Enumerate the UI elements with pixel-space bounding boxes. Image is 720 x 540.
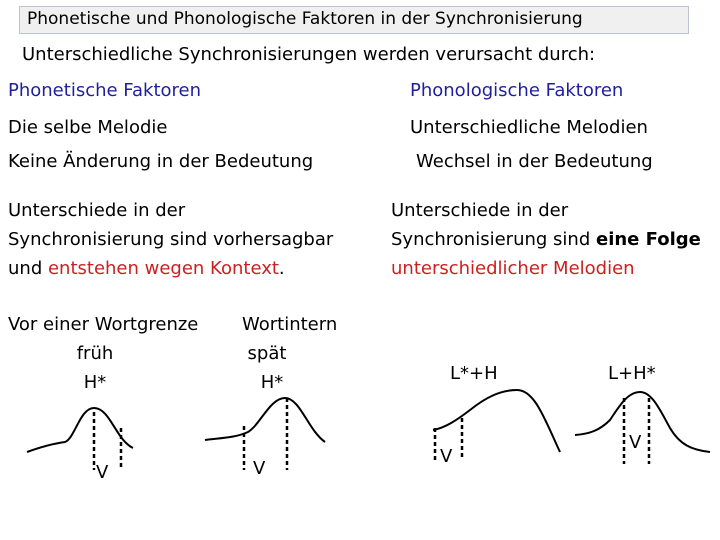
lh-accent: L*+H — [450, 363, 498, 384]
lh-contour-line — [433, 390, 560, 452]
early-contour — [20, 390, 140, 485]
left-note-line-3 — [8, 254, 333, 283]
right-note-line-1: Unterschiede in der — [391, 200, 569, 221]
early-timing: früh — [76, 343, 114, 364]
late-context: Wortintern — [242, 314, 338, 335]
left-note-emphasis: entstehen wegen Kontext — [47, 258, 279, 279]
late-vowel: V — [253, 458, 266, 479]
left-note-line-2: Synchronisierung sind vorhersagbar — [8, 229, 334, 250]
early-vowel: V — [96, 462, 109, 483]
left-note-line-3-start: und — [8, 258, 48, 279]
hl-accent: L+H* — [608, 363, 656, 384]
right-meaning: Wechsel in der Bedeutung — [416, 151, 653, 172]
right-note-line-2-start: Synchronisierung sind — [391, 229, 596, 250]
right-heading: Phonologische Faktoren — [410, 80, 624, 101]
right-note-line-3: unterschiedlicher Melodien — [391, 258, 635, 279]
hl-contour-line — [575, 392, 710, 452]
page-title: Phonetische und Phonologische Faktoren in der Synchronisierung — [27, 9, 583, 29]
left-meaning: Keine Änderung in der Bedeutung — [8, 151, 314, 172]
hl-vowel: V — [629, 432, 642, 453]
left-note-line-3-end: . — [278, 258, 285, 279]
right-note — [391, 196, 701, 283]
right-note-line-2 — [391, 225, 701, 254]
late-timing: spät — [247, 343, 287, 364]
early-accent: H* — [83, 372, 107, 393]
right-note-emphasis: eine Folge — [595, 229, 701, 250]
right-melody: Unterschiedliche Melodien — [410, 117, 648, 138]
early-contour-line — [27, 408, 133, 452]
lh-vowel: V — [440, 446, 453, 467]
left-heading: Phonetische Faktoren — [8, 80, 202, 101]
subtitle: Unterschiedliche Synchronisierungen werden verursacht durch: — [22, 44, 596, 65]
late-accent: H* — [260, 372, 284, 393]
hl-contour — [570, 390, 715, 470]
left-melody: Die selbe Melodie — [8, 117, 168, 138]
late-contour-line — [205, 398, 325, 442]
left-note-line-1: Unterschiede in der — [8, 200, 186, 221]
left-note — [8, 196, 333, 283]
early-context: Vor einer Wortgrenze — [8, 314, 199, 335]
